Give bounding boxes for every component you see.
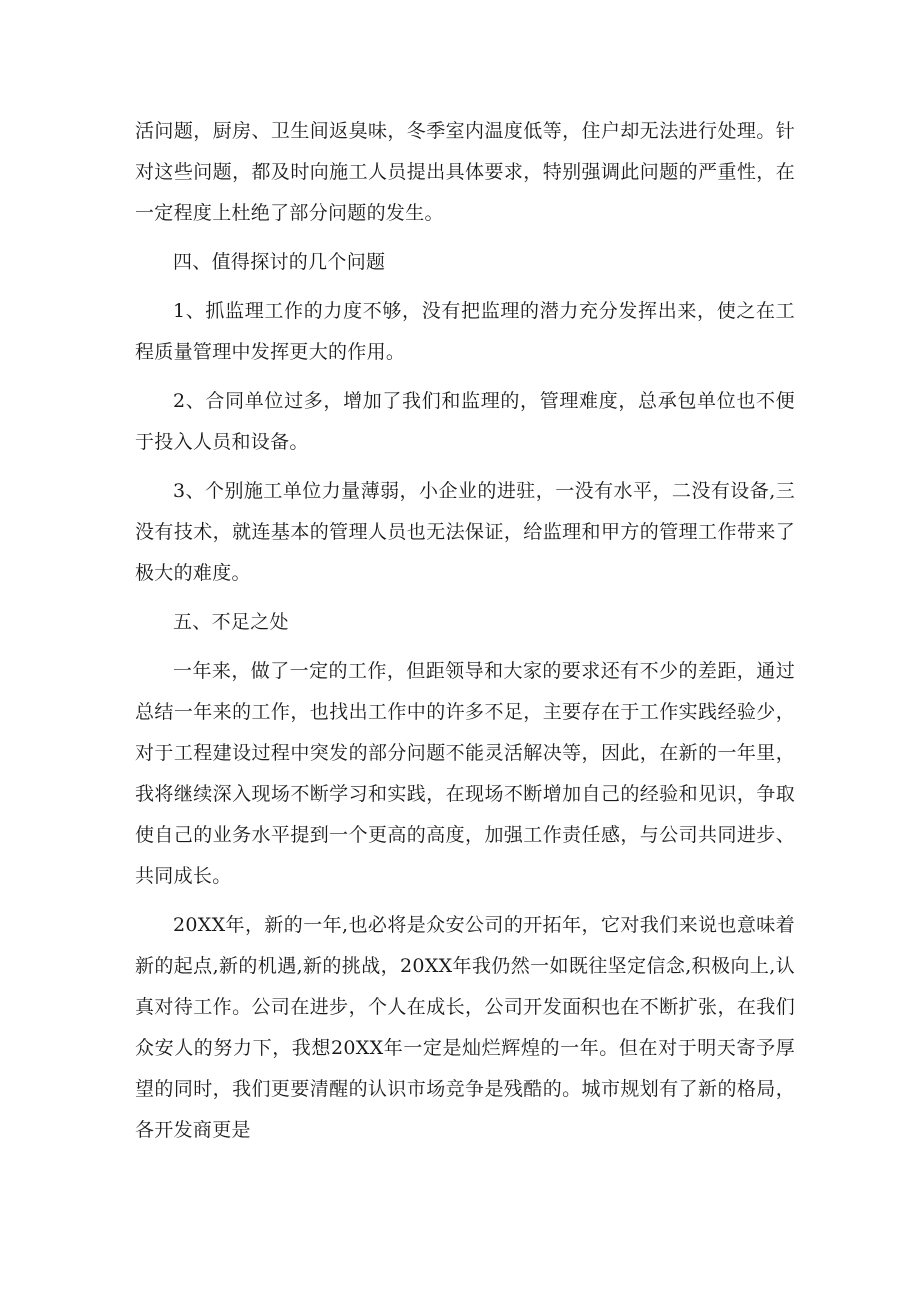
section-heading-five: 五、不足之处 [173,611,289,633]
paragraph-new-year: 20XX年，新的一年,也必将是众安公司的开拓年，它对我们来说也意味着新的起点,新的机遇,新的挑战，20XX年我仍然一如既往坚定信念,积极向上,认真对待工作。公司在进步，个人在成长，公司开发面积也在不断扩张，在我们众安人的努力下，我想20XX年一定是灿烂辉煌的一年。但在对于明天寄予厚望的同时，我们更要清醒的认识市场竞争是残酷的。城市规划有了新的格局，各开发商更是 [135,914,795,1141]
list-item-1: 1、抓监理工作的力度不够，没有把监理的潜力充分发挥出来，使之在工程质量管理中发挥更大的作用。 [135,300,795,363]
document-body [135,111,795,1159]
paragraph-shortcomings: 一年来，做了一定的工作，但距领导和大家的要求还有不少的差距，通过总结一年来的工作，也找出工作中的许多不足，主要存在于工作实践经验少，对于工程建设过程中突发的部分问题不能灵活解决等，因此，在新的一年里，我将继续深入现场不断学习和实践，在现场不断增加自己的经验和见识，争取使自己的业务水平提到一个更高的高度，加强工作责任感，与公司共同进步、共同成长。 [135,660,795,887]
paragraph-continued: 活问题，厨房、卫生间返臭味，冬季室内温度低等，住户却无法进行处理。针对这些问题，都及时向施工人员提出具体要求，特别强调此问题的严重性，在一定程度上杜绝了部分问题的发生。 [135,120,795,224]
list-item-2: 2、合同单位过多，增加了我们和监理的，管理难度，总承包单位也不便于投入人员和设备。 [135,390,795,453]
list-item-3: 3、个别施工单位力量薄弱，小企业的进驻，一没有水平，二没有设备,三没有技术，就连基本的管理人员也无法保证，给监理和甲方的管理工作带来了极大的难度。 [135,480,795,584]
section-heading-four: 四、值得探讨的几个问题 [173,251,386,273]
